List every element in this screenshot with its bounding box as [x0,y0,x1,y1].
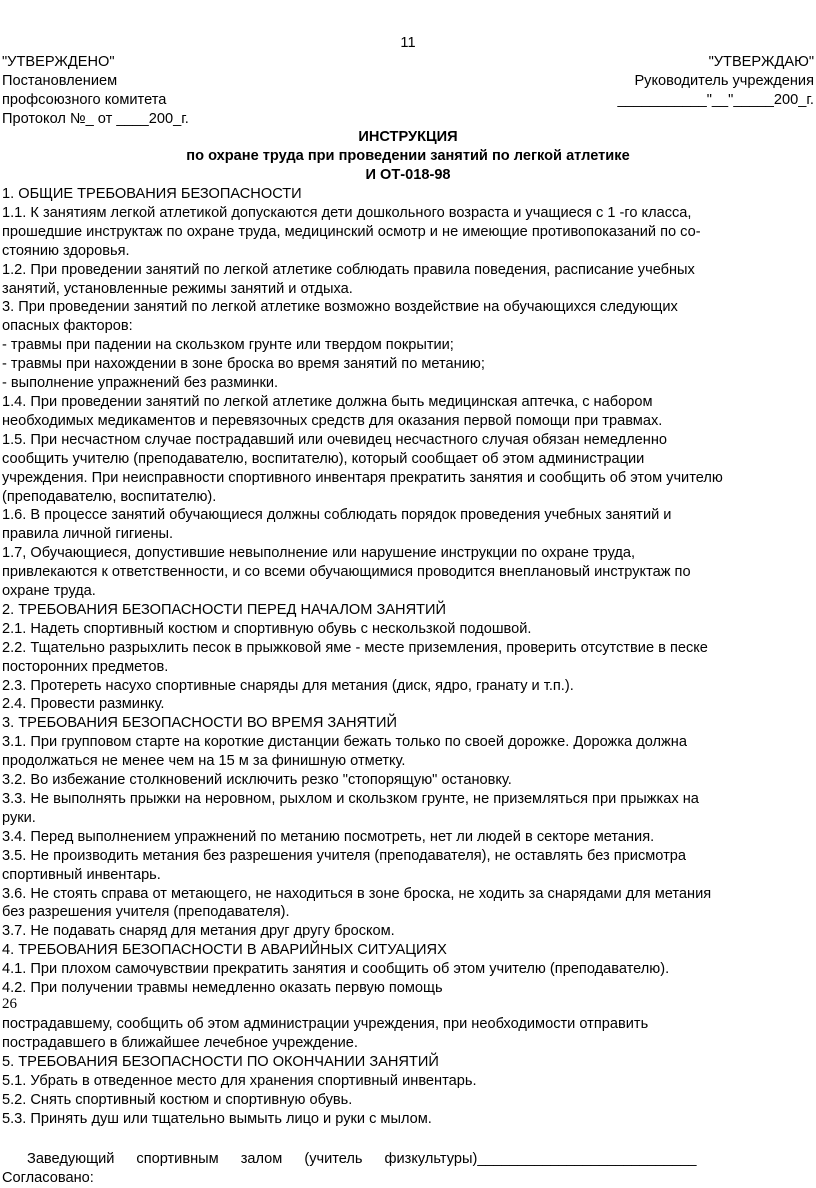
text-line: 1.1. К занятиям легкой атлетикой допускаются дети дошкольного возраста и учащиеся с 1 -го класса, [2,204,692,221]
text-line: правила личной гигиены. [2,526,174,543]
text-line: посторонних предметов. [2,658,169,675]
text-line: стоянию здоровья. [2,242,130,259]
text-line: 2.4. Провести разминку. [2,696,165,713]
document-title [0,128,816,185]
text-line: сообщить учителю (преподавателю, воспитателю), который сообщает об этом администрации [2,450,645,467]
text-line: необходимых медикаментов и перевязочных средств для оказания первой помощи при травмах. [2,412,663,429]
text-line: 4.1. При плохом самочувствии прекратить занятия и сообщить об этом учителю (преподавателю). [2,961,670,978]
title-line-2: по охране труда при проведении занятий по легкой атлетике [186,147,630,164]
text-line: (преподавателю, воспитателю). [2,488,217,505]
text-line: 3.3. Не выполнять прыжки на неровном, рыхлом и скользком грунте, не приземляться при прыжках на [2,791,699,807]
text-line: - травмы при падении на скользком грунте или твердом покрытии; [2,337,454,354]
text-line: охране труда. [2,583,96,600]
text-line: пострадавшему, сообщить об этом администрации учреждения, при необходимости отправить [2,1016,649,1032]
text-line: 3.2. Во избежание столкновений исключить резко "стопорящую" остановку. [2,772,512,789]
approve-label: "УТВЕРЖДАЮ" [708,54,814,70]
text-line: 2.2. Тщательно разрыхлить песок в прыжковой яме - месте приземления, проверить отсутствие в песке [2,639,708,656]
text-line: - выполнение упражнений без разминки. [2,375,279,392]
text-line: 2.1. Надеть спортивный костюм и спортивную обувь с нескользкой подошвой. [2,620,532,637]
instruction-body-part-2 [2,1015,802,1128]
text-line: 1.5. При несчастном случае пострадавший или очевидец несчастного случая обязан немедленно [2,431,668,448]
text-line: 4.2. При получении травмы немедленно оказать первую помощь [2,980,443,997]
text-line: без разрешения учителя (преподавателя). [2,904,290,921]
approval-block-right [617,53,814,110]
text-line: 5.1. Убрать в отведенное место для хранения спортивный инвентарь. [2,1072,477,1089]
text-line: 1. ОБЩИЕ ТРЕБОВАНИЯ БЕЗОПАСНОСТИ [2,186,302,202]
text-line: 3.5. Не производить метания без разрешения учителя (преподавателя), не оставлять без присмотра [2,847,687,864]
title-line-1: ИНСТРУКЦИЯ [358,129,458,145]
approval-block-left [2,53,189,129]
text-line: опасных факторов: [2,318,133,335]
title-line-3: И ОТ-018-98 [365,166,451,183]
signature-word: Заведующий [27,1151,115,1167]
instruction-body-part-1 [2,185,802,998]
text-line: 3. ТРЕБОВАНИЯ БЕЗОПАСНОСТИ ВО ВРЕМЯ ЗАНЯТИЙ [2,715,397,732]
head-of-institution: Руководитель учреждения [634,72,814,89]
text-line: спортивный инвентарь. [2,866,161,883]
approved-label: "УТВЕРЖДЕНО" [2,54,115,70]
signature-block [2,1150,802,1188]
text-line: руки. [2,809,36,826]
text-line: 2.3. Протереть насухо спортивные снаряды для метания (диск, ядро, гранату и т.п.). [2,677,574,694]
text-line: 3.1. При групповом старте на короткие дистанции бежать только по своей дорожке. Дорожка должна [2,734,687,751]
text-line: 1.4. При проведении занятий по легкой атлетике должна быть медицинская аптечка, с набором [2,393,653,410]
approved-by-resolution: Постановлением [2,72,118,89]
signature-word: залом [240,1151,283,1167]
text-line: 1.6. В процессе занятий обучающиеся должны соблюдать порядок проведения учебных занятий и [2,507,672,524]
agreed-label: Согласовано: [2,1169,94,1186]
text-line: учреждения. При неисправности спортивного инвентаря прекратить занятия и сообщить об этом учителю [2,469,723,486]
text-line: 3.6. Не стоять справа от метающего, не находиться в зоне броска, не ходить за снарядами для метания [2,885,712,902]
page-number: 11 [400,35,416,51]
text-line: 3. При проведении занятий по легкой атлетике возможно воздействие на обучающихся следующих [2,299,678,316]
text-line: 1.2. При проведении занятий по легкой атлетике соблюдать правила поведения, расписание учебных [2,261,695,278]
signature-word: (учитель [304,1151,363,1167]
text-line: 1.7, Обучающиеся, допустившие невыполнение или нарушение инструкции по охране труда, [2,545,636,562]
text-line: 4. ТРЕБОВАНИЯ БЕЗОПАСНОСТИ В АВАРИЙНЫХ СИТУАЦИЯХ [2,942,447,959]
text-line: пострадавшего в ближайшее лечебное учреждение. [2,1034,358,1051]
text-line: продолжаться не менее чем на 15 м за финишную отметку. [2,753,406,770]
text-line: 5. ТРЕБОВАНИЯ БЕЗОПАСНОСТИ ПО ОКОНЧАНИИ ЗАНЯТИЙ [2,1053,439,1070]
signature-word: физкультуры)___________________________ [384,1151,697,1167]
text-line: 3.7. Не подавать снаряд для метания друг другу броском. [2,923,395,940]
signature-word: спортивным [136,1151,219,1167]
text-line: 5.2. Снять спортивный костюм и спортивную обувь. [2,1091,353,1108]
text-line: 5.3. Принять душ или тщательно вымыть лицо и руки с мылом. [2,1110,432,1127]
text-line: привлекаются к ответственности, и со всеми обучающимися проводится внеплановый инструктаж по [2,564,691,581]
text-line: прошедшие инструктаж по охране труда, медицинский осмотр и не имеющие противопоказаний по со- [2,223,701,240]
approved-by-committee: профсоюзного комитета [2,91,167,108]
text-line: - травмы при нахождении в зоне броска во время занятий по метанию; [2,356,485,373]
signature-date-line: ___________"__"_____200_г. [617,91,814,108]
text-line: 2. ТРЕБОВАНИЯ БЕЗОПАСНОСТИ ПЕРЕД НАЧАЛОМ ЗАНЯТИЙ [2,601,447,618]
text-line: занятий, установленные режимы занятий и отдыха. [2,280,353,297]
text-line: 3.4. Перед выполнением упражнений по метанию посмотреть, нет ли людей в секторе метания. [2,828,655,845]
protocol-line: Протокол №_ от ____200_г. [2,110,189,127]
side-number: 26 [2,996,17,1012]
gym-head-signature-line [2,1150,727,1169]
